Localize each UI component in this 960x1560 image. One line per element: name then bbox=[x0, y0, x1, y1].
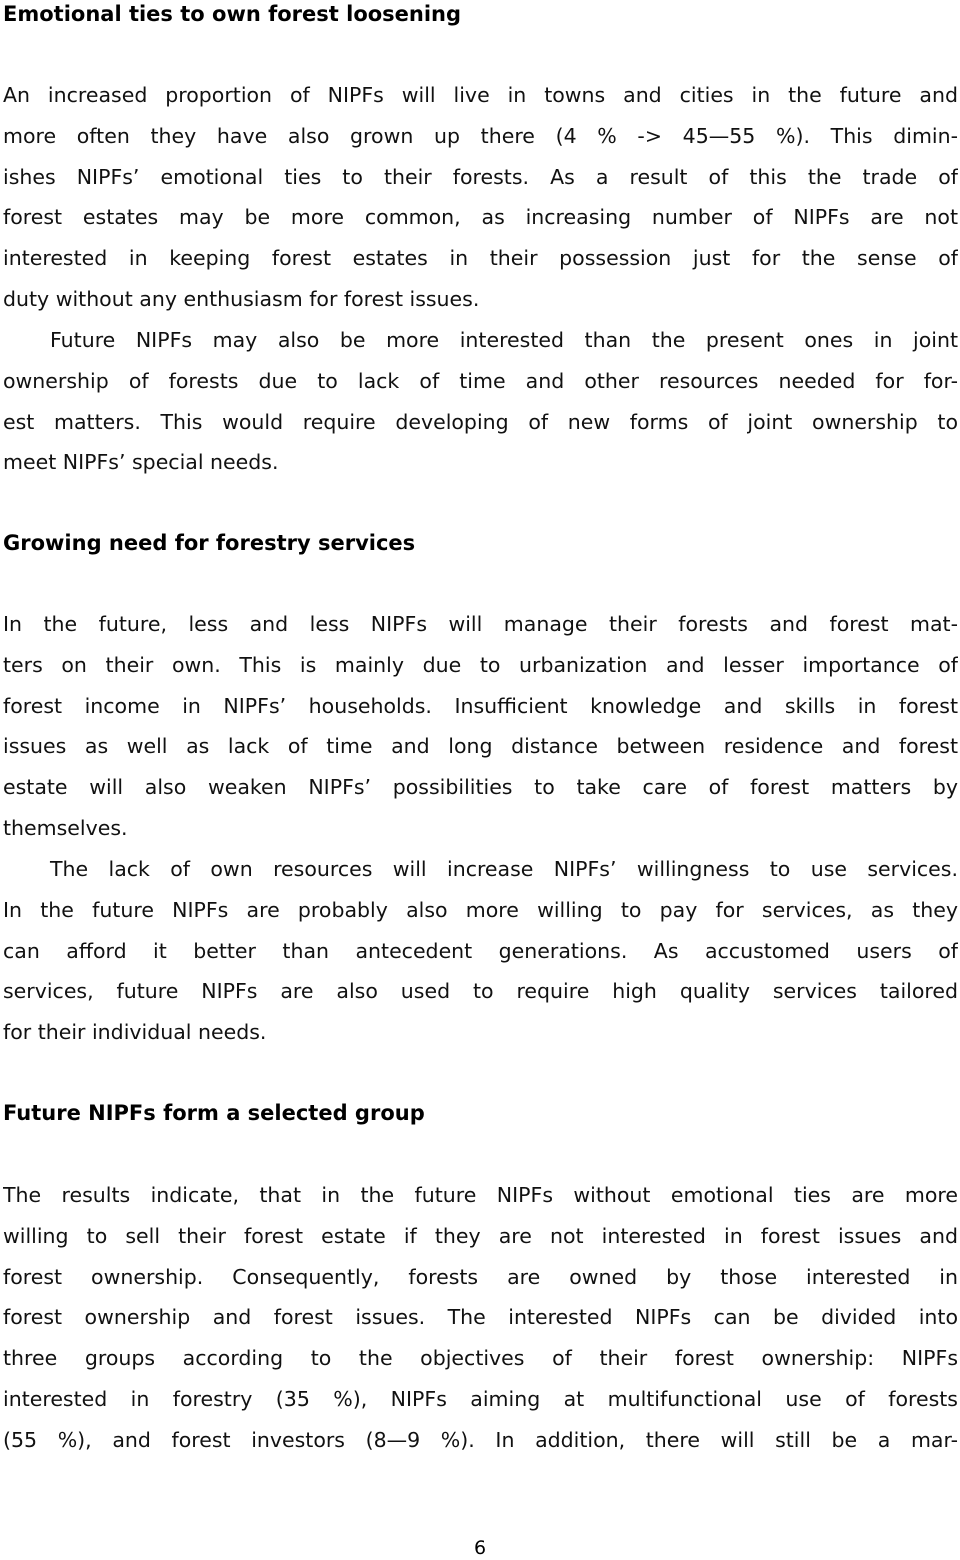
text-line: themselves. bbox=[3, 815, 128, 840]
text-line: est matters. This would require developing of new forms of joint ownership to bbox=[3, 409, 958, 434]
section-heading-emotional-ties: Emotional ties to own forest loosening bbox=[3, 2, 462, 26]
text-line: An increased proportion of NIPFs will live in towns and cities in the future and bbox=[3, 83, 958, 107]
text-line: duty without any enthusiasm for forest issues. bbox=[3, 286, 480, 311]
section-heading-forestry-services: Growing need for forestry services bbox=[3, 531, 416, 555]
text-line: ishes NIPFs’ emotional ties to their forests. As a result of this the trade of bbox=[3, 164, 958, 189]
text-line: meet NIPFs’ special needs. bbox=[3, 450, 279, 475]
text-line: In the future NIPFs are probably also more willing to pay for services, as they bbox=[3, 897, 958, 922]
text-line: interested in keeping forest estates in their possession just for the sense of bbox=[3, 246, 958, 271]
text-line: services, future NIPFs are also used to require high quality services tailored bbox=[3, 979, 958, 1004]
text-line: The lack of own resources will increase NIPFs’ willingness to use services. bbox=[50, 857, 958, 881]
page-number: 6 bbox=[473, 1537, 487, 1559]
text-line: estate will also weaken NIPFs’ possibilities to take care of forest matters by bbox=[3, 775, 958, 800]
text-line: ownership of forests due to lack of time and other resources needed for for- bbox=[3, 368, 958, 393]
paragraph-self-management bbox=[3, 604, 958, 849]
text-line: forest estates may be more common, as increasing number of NIPFs are not bbox=[3, 205, 958, 230]
text-line: forest ownership. Consequently, forests are owned by those interested in bbox=[3, 1264, 958, 1289]
text-line: forest income in NIPFs’ households. Insufficient knowledge and skills in forest bbox=[3, 693, 958, 718]
text-line: willing to sell their forest estate if they are not interested in forest issues and bbox=[3, 1223, 958, 1248]
text-line: for their individual needs. bbox=[3, 1020, 267, 1045]
text-line: more often they have also grown up there (4 % -> 45—55 %). This dimin- bbox=[3, 123, 958, 148]
paragraph-joint-ownership bbox=[3, 320, 958, 483]
text-line: (55 %), and forest investors (8—9 %). In addition, there will still be a mar- bbox=[3, 1427, 958, 1452]
text-line: Future NIPFs may also be more interested than the present ones in joint bbox=[50, 328, 958, 352]
text-line: forest ownership and forest issues. The interested NIPFs can be divided into bbox=[3, 1305, 958, 1330]
text-line: The results indicate, that in the future NIPFs without emotional ties are more bbox=[3, 1183, 958, 1207]
text-line: issues as well as lack of time and long distance between residence and forest bbox=[3, 734, 958, 759]
text-line: can afford it better than antecedent generations. As accustomed users of bbox=[3, 938, 958, 963]
text-line: ters on their own. This is mainly due to urbanization and lesser importance of bbox=[3, 652, 958, 677]
text-line: three groups according to the objectives of their forest ownership: NIPFs bbox=[3, 1346, 958, 1371]
paragraph-service-willingness bbox=[3, 849, 958, 1053]
paragraph-ownership-groups bbox=[3, 1175, 958, 1461]
text-line: interested in forestry (35 %), NIPFs aiming at multifunctional use of forests bbox=[3, 1386, 958, 1411]
text-line: In the future, less and less NIPFs will manage their forests and forest mat- bbox=[3, 612, 958, 636]
section-heading-selected-group: Future NIPFs form a selected group bbox=[3, 1101, 425, 1125]
paragraph-urbanization bbox=[3, 75, 958, 320]
